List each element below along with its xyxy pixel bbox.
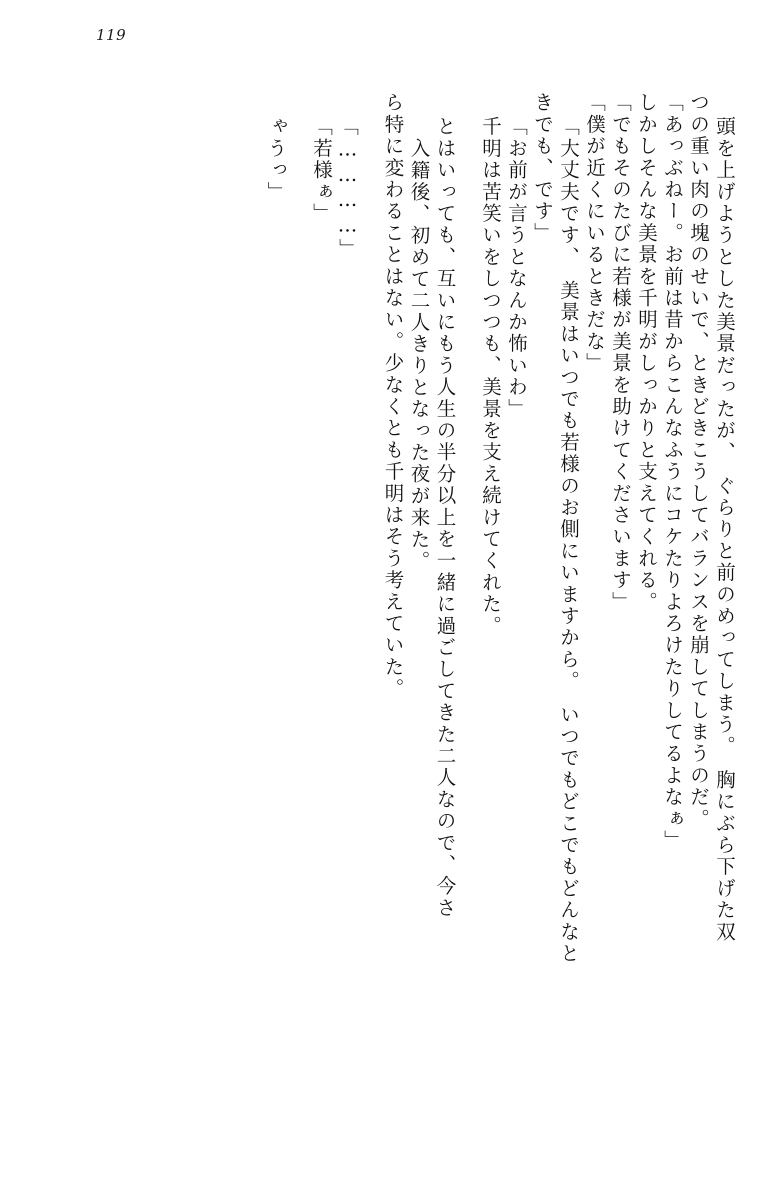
text-column: 千明は苦笑いをしつつも、美景を支え続けてくれた。 xyxy=(479,116,502,637)
text-column: 「お前が言うとなんか怖いわ」 xyxy=(505,116,528,420)
text-column: 頭を上げようとした美景だったが、 ぐらりと前のめってしまう。 胸にぶら下げた双 xyxy=(713,116,736,943)
page-number: 119 xyxy=(96,26,127,44)
text-column: とはいっても、互いにもう人生の半分以上を一緒に過ごしてきた二人なので、今さ xyxy=(433,116,457,919)
text-column: きでも、です」 xyxy=(531,92,554,244)
text-column: 入籍後、初めて二人きりとなった夜が来た。 xyxy=(407,138,431,572)
text-column: 「僕が近くにいるときだな」 xyxy=(583,92,606,375)
text-column: 「大丈夫です、 美景はいつでも若様のお側にいますから。 いつでもどこでもどんなと xyxy=(557,116,580,965)
text-column: 「でもそのたびに若様が美景を助けてくださいます」 xyxy=(609,92,632,613)
text-column: 「あっぶねー。お前は昔からこんなふうにコケたりよろけたりしてるよなぁ」 xyxy=(661,92,684,852)
text-column: しかしそんな美景を千明がしっかりと支えてくれる。 xyxy=(635,92,658,613)
text-column: ら特に変わることはない。少なくとも千明はそう考えていた。 xyxy=(381,92,405,700)
text-column-blank xyxy=(461,92,474,1132)
text-column: 「若様ぁ」 xyxy=(310,116,333,225)
text-column: 「…………」 xyxy=(336,116,359,261)
text-column: ゃうっ」 xyxy=(264,116,288,203)
vertical-text-block xyxy=(48,92,734,1132)
text-column-blank xyxy=(292,92,305,1132)
text-column: つの重い肉の塊のせいで、ときどきこうしてバランスを崩してしまうのだ。 xyxy=(687,92,710,830)
text-column-blank xyxy=(364,92,377,1132)
